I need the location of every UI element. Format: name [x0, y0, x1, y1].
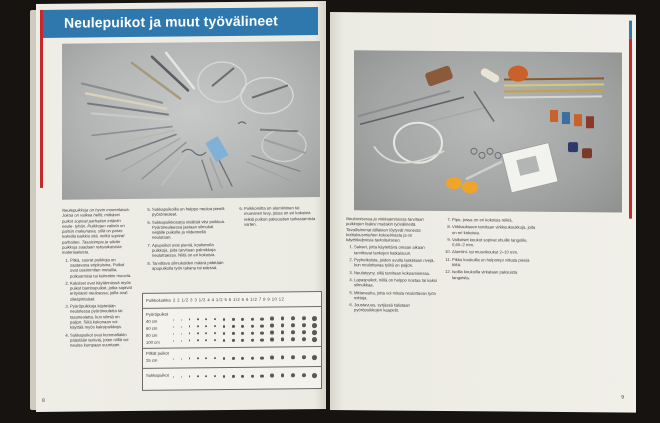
gauge-hole: [251, 317, 254, 320]
gauge-hole: [197, 326, 199, 328]
heading-bar: [40, 7, 318, 38]
gauge-hole: [232, 332, 235, 335]
gauge-hole: [270, 317, 274, 321]
gauge-hole: [312, 373, 317, 378]
gauge-hole: [302, 330, 306, 334]
list-item: 11. Pikku koukuilla on helpompi virkata pieniä töitä.: [452, 257, 536, 268]
gauge-hole: [214, 339, 216, 341]
list-item: 6. Sukkapuikkosarja sisältää viisi puikkoa. Pyöröneuleessa jaetaan silmukat neljälle puikolle ja viidennellä neulotaan.: [152, 219, 226, 241]
gauge-divider: [143, 366, 321, 369]
gauge-hole: [205, 318, 207, 320]
list-item: 5. Mittanauha, jotta voi mitata neulottavan työn mittoja.: [354, 290, 438, 301]
left-page: [36, 1, 326, 412]
needles-photo: [62, 41, 320, 200]
gauge-hole: [302, 316, 306, 320]
needle-list-end: [236, 205, 318, 227]
needles-illustration: [62, 41, 320, 200]
gauge-hole: [260, 356, 263, 359]
gauge-length-label: 100 cm: [146, 339, 160, 345]
gauge-hole: [270, 356, 274, 360]
gauge-hole: [260, 324, 263, 327]
tools-list: [346, 245, 438, 314]
gauge-sizes: 2 2 1/2 3 3 1/2 4 4 1/2 5 5 1/2 6 6 1/2 7 8 9 10 12: [173, 296, 285, 303]
gauge-hole-row: [173, 373, 317, 379]
gauge-hole: [189, 326, 191, 328]
gauge-hole: [181, 319, 182, 320]
gauge-hole: [312, 355, 317, 360]
gauge-hole: [281, 338, 285, 342]
gauge-hole: [189, 319, 191, 321]
gauge-hole: [232, 375, 235, 378]
right-col-2: [444, 217, 536, 283]
list-item: 1. Sakset, jotta käytettävä omaan aikaan tarvittavat lankojen katkaisuun.: [354, 245, 438, 256]
gauge-hole-row: [173, 337, 317, 343]
gauge-hole: [281, 317, 285, 321]
gauge-row-label: Pyöröpuikot: [146, 311, 169, 317]
list-item: 6. Puikkomitta on alumiininen tai muovinen levy, jossa on eri kokoisia reikiä puikon paksuuden tarkastamista varten.: [244, 205, 318, 227]
gauge-hole: [205, 357, 207, 359]
red-accent-left: [40, 38, 43, 188]
gauge-hole: [281, 331, 285, 335]
gauge-hole: [173, 340, 174, 341]
gauge-hole: [251, 356, 254, 359]
gauge-hole: [241, 339, 244, 342]
gauge-hole: [181, 333, 182, 334]
gauge-hole: [260, 374, 263, 377]
gauge-divider: [143, 306, 321, 309]
gauge-hole: [241, 318, 244, 321]
gauge-hole: [223, 332, 226, 335]
gauge-hole: [302, 323, 306, 327]
blue-accent-right: [629, 21, 632, 39]
gauge-hole: [291, 374, 295, 378]
intro-paragraph: Neulomisessa ja virkkaamisessa tarvitaan puikkojen lisäksi muitakin työvälineitä. Tavallisimmat tällainen löytyvät monesta kotitalousmiehen kokoelmasta ja on käyttökelpoisia tarkoitukseen.: [346, 216, 424, 243]
gauge-hole: [173, 319, 174, 320]
gauge-hole: [181, 340, 182, 341]
gauge-hole: [189, 376, 191, 378]
gauge-hole-row: [173, 316, 317, 322]
list-item: 2. Kaksiset ovat käytännössä myös puikot bambupuikot, jotka sopivat erityisesti neuloessa, joilla ovat sileäpintaiset.: [70, 280, 132, 302]
gauge-hole: [312, 330, 317, 335]
gauge-hole: [291, 324, 295, 328]
gauge-hole: [251, 324, 254, 327]
gauge-hole: [232, 357, 235, 360]
list-item: 7. Apupuikot ovat pieniä, koukeroita puikkoja, joita tarvitaan palmikkoja neulottaessa. Niitä on eri kokoisia.: [152, 242, 226, 259]
gauge-hole: [232, 325, 235, 328]
gauge-length-label: 60 cm: [146, 325, 158, 331]
gauge-hole: [251, 374, 254, 377]
list-item: 3. Pyöröpuikkoja käytetään neulotessa pyöröneuletta tai tasoneuletta, kun silmiä on paljon. Siitä kokonaan voi käyttää myös kaksipuikkoja.: [70, 303, 132, 330]
gauge-hole: [223, 339, 226, 342]
gauge-hole-row: [173, 330, 317, 336]
list-item: 6. Joustavuus, syrjässä tallataan pyöröpuikkojen kaapelit.: [354, 302, 438, 313]
gauge-hole: [205, 332, 207, 334]
list-item: 2. Pyyheikoista, joiden avulla lasketaan rivejä, kun neulottavaa työtä on paljon.: [354, 257, 438, 268]
intro-line: Neulepuikkoja on hyvin monenlaisia.: [62, 207, 130, 213]
gauge-hole-row: [173, 323, 317, 329]
gauge-hole: [205, 325, 207, 327]
gauge-hole: [270, 338, 274, 342]
gauge-hole: [302, 355, 306, 359]
gauge-hole: [260, 331, 263, 334]
left-col-3: [236, 205, 318, 229]
needle-size-gauge: [142, 291, 322, 391]
gauge-hole: [302, 337, 306, 341]
gauge-hole: [223, 325, 226, 328]
gauge-hole: [270, 331, 274, 335]
gauge-hole: [214, 375, 216, 377]
intro-line: Jokaa on valkea hellit, mitkäsei puikot sopivat parhaiten intäniin neule-: [62, 212, 121, 229]
page-heading: Neulepuikot ja muut työvälineet: [64, 12, 278, 31]
left-col-2: [144, 206, 226, 273]
intro-line: tyhän.: [74, 223, 87, 229]
list-item: 7. Pipo, jossa on eri kokoisia reikiä.: [452, 217, 536, 223]
gauge-hole: [205, 375, 207, 377]
gauge-hole: [189, 358, 191, 360]
list-item: 4. Lapaspuikot, niillä on helppo nostaa tai kaksi silmukkaa.: [354, 277, 438, 288]
gauge-row-label: Puikkoluokka: [146, 297, 171, 303]
gauge-hole: [312, 316, 317, 321]
intro-paragraph: [62, 207, 132, 255]
list-item: 8. Tarvittava silmukoiden määrä pidetään apupuikolla työn takana tai edessä.: [152, 260, 226, 271]
gauge-hole: [281, 374, 285, 378]
tools-photo: [354, 50, 622, 212]
gauge-row-label: Sukkapuikot: [146, 372, 169, 378]
gauge-hole: [281, 324, 285, 328]
gauge-hole: [197, 358, 199, 360]
right-col-1: [346, 216, 438, 316]
gauge-hole: [173, 326, 174, 327]
gauge-divider: [143, 346, 321, 349]
gauge-hole: [214, 318, 216, 320]
gauge-hole: [189, 333, 191, 335]
gauge-hole: [232, 339, 235, 342]
gauge-hole: [214, 332, 216, 334]
gauge-hole: [197, 333, 199, 335]
gauge-hole: [302, 373, 306, 377]
gauge-hole: [241, 357, 244, 360]
gauge-hole: [281, 356, 285, 360]
gauge-hole: [214, 325, 216, 327]
right-page: [330, 12, 636, 413]
list-item: 1. Pitkä, suorat puikkoja on saatavana eripituisina. Puikot ovat useimmiten metallia, polkuamisia tai kuitenkin muovia.: [70, 257, 132, 279]
left-col-1: [62, 207, 132, 350]
gauge-length-label: 80 cm: [146, 332, 158, 338]
gauge-hole: [173, 333, 174, 334]
gauge-hole: [241, 375, 244, 378]
gauge-length-label: 40 cm: [146, 318, 158, 324]
gauge-hole: [214, 357, 216, 359]
page-number-left: 8: [42, 397, 45, 404]
gauge-hole: [291, 331, 295, 335]
tools-illustration: [354, 50, 622, 212]
gauge-hole: [223, 318, 226, 321]
gauge-hole: [181, 358, 182, 359]
gauge-hole: [173, 376, 174, 377]
tools-list-cont: [444, 217, 536, 281]
gauge-hole: [189, 340, 191, 342]
list-item: 4. Sukkapuikot ovat kummaltakin päästään teräviä, joten niillä voi neuloa kumpaan suuntaan.: [70, 332, 132, 349]
gauge-length-label: 35 cm: [146, 357, 158, 363]
gauge-hole: [197, 340, 199, 342]
gauge-hole: [173, 358, 174, 359]
gauge-hole: [181, 376, 182, 377]
gauge-hole-row: [173, 355, 317, 361]
gauge-hole: [291, 317, 295, 321]
red-accent-right: [629, 39, 632, 219]
red-rule: [40, 10, 43, 38]
gauge-hole: [251, 338, 254, 341]
list-item: 10. Alumiini- tai muovikoukut 2–10 mm.: [452, 250, 536, 256]
gauge-hole: [260, 317, 263, 320]
gauge-hole: [232, 318, 235, 321]
list-item: 9. Valkoiset koukut sopivat ohuille langoille, 0,60–2 mm.: [452, 237, 536, 248]
gauge-hole: [241, 332, 244, 335]
gauge-hole: [197, 319, 199, 321]
gauge-hole: [223, 357, 226, 360]
gauge-hole: [260, 338, 263, 341]
gauge-hole: [312, 337, 317, 342]
gauge-hole: [291, 356, 295, 360]
gauge-hole: [205, 339, 207, 341]
list-item: 5. Sukkapuikoilla on helppo neuloa pieniä pyöröneuleet.: [152, 206, 226, 217]
gauge-hole: [270, 324, 274, 328]
gauge-hole: [181, 326, 182, 327]
intro-line: Tasaisimpia ja sileän puikkoja saadaan nykyaikaisista materiaaleista.: [62, 238, 122, 256]
intro-line: Puikkojen valinta on paitsin makunasia, sillä on paras kokeilla kaikkia sitä, mitkä sopivat parhaiten.: [62, 222, 125, 245]
gauge-hole: [251, 331, 254, 334]
needle-list-cont: [144, 206, 226, 271]
gauge-row-label: Pitkät puikot: [146, 350, 169, 356]
list-item: 3. Neulatyyny, sillä tarvitaan kokoamisessa.: [354, 270, 438, 276]
gauge-hole: [270, 374, 274, 378]
needle-list: [62, 257, 132, 348]
page-number-right: 9: [621, 394, 624, 401]
gauge-hole: [312, 323, 317, 328]
gauge-hole: [291, 338, 295, 342]
list-item: 8. Virkkaukseen tarvitaan virkkuukoukkuja, joita on eri kokoisia.: [452, 224, 536, 235]
gauge-hole: [223, 375, 226, 378]
gauge-hole: [241, 325, 244, 328]
list-item: 12. Isoilla koukuilla virkataan paksuista langoista.: [452, 269, 536, 280]
gauge-hole: [197, 376, 199, 378]
